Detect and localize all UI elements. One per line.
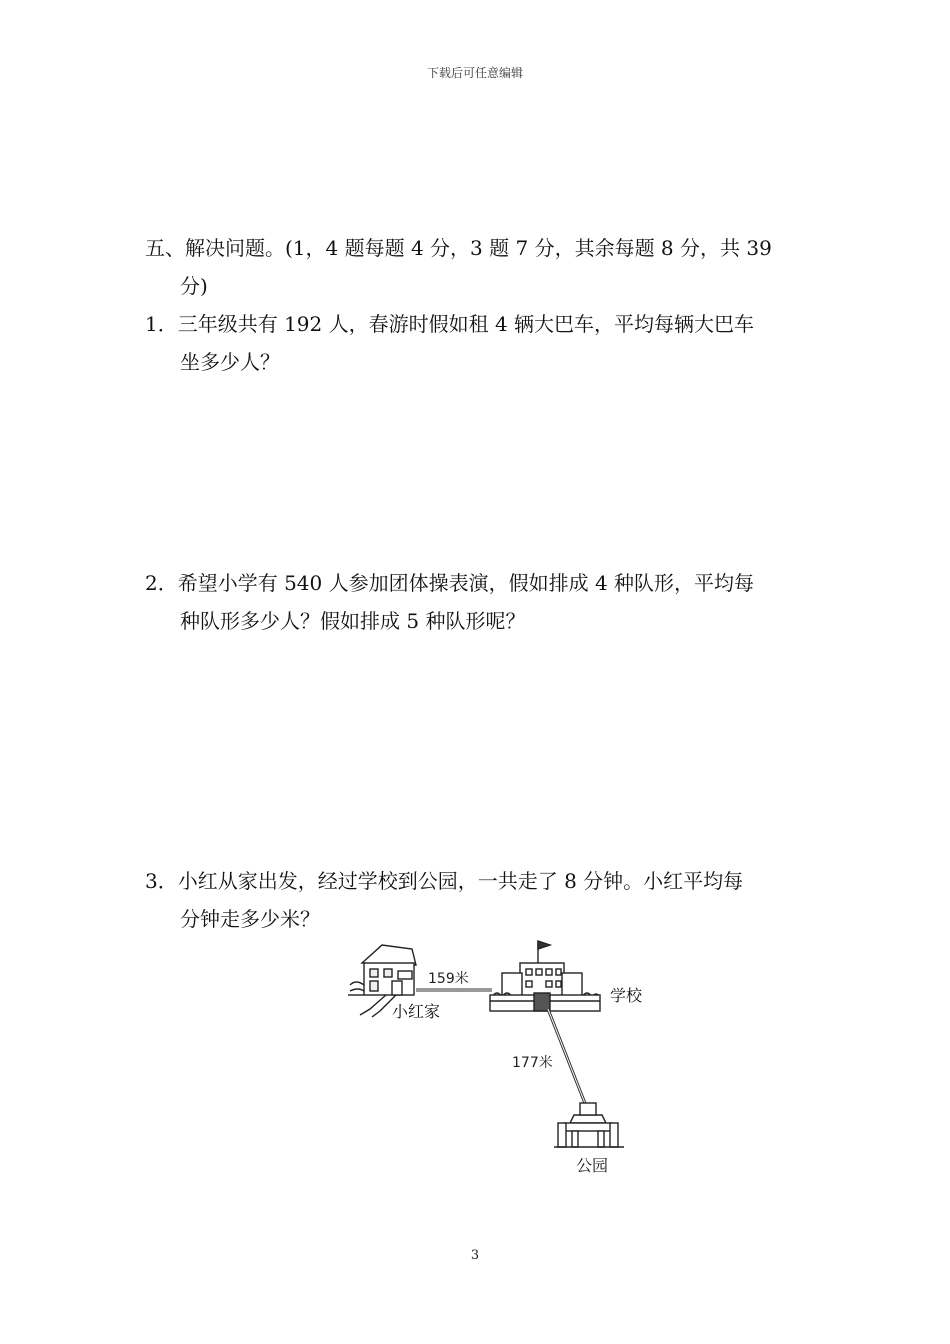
- section-title: 五、解决问题。(1，4 题每题 4 分，3 题 7 分，其余每题 8 分，共 39: [145, 236, 772, 260]
- question-1-continued: 坐多少人？: [180, 350, 280, 374]
- question-3: 3．小红从家出发，经过学校到公园，一共走了 8 分钟。小红平均每: [145, 869, 744, 893]
- home-label: 小红家: [392, 1002, 441, 1021]
- park-label: 公园: [576, 1156, 609, 1175]
- section-title-continued: 分): [180, 274, 208, 298]
- question-1: 1．三年级共有 192 人，春游时假如租 4 辆大巴车，平均每辆大巴车: [145, 312, 755, 336]
- school-label: 学校: [610, 986, 643, 1005]
- park-gate-icon: [554, 1103, 624, 1147]
- question-3-continued: 分钟走多少米？: [180, 907, 320, 931]
- page-number: 3: [470, 1248, 480, 1263]
- distance-home-school: 159米: [428, 971, 469, 987]
- question-2: 2．希望小学有 540 人参加团体操表演，假如排成 4 种队形，平均每: [145, 571, 755, 595]
- distance-school-park: 177米: [512, 1055, 553, 1071]
- question-2-continued: 种队形多少人？假如排成 5 种队形呢？: [180, 609, 526, 633]
- route-diagram: [330, 935, 650, 1185]
- school-icon: [490, 941, 600, 1011]
- page-header: 下载后可任意编辑: [426, 66, 523, 80]
